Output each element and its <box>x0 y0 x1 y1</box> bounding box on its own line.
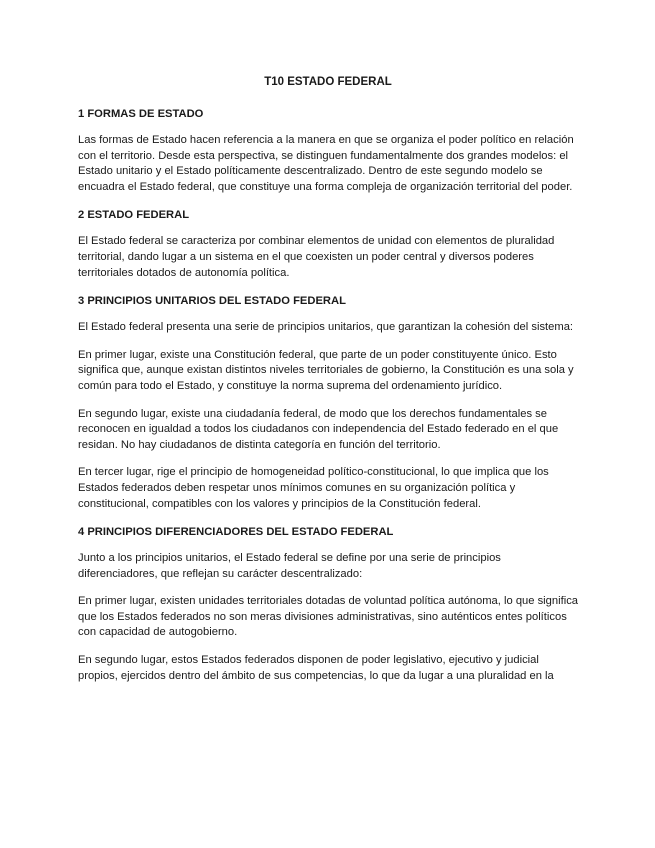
paragraph: Las formas de Estado hacen referencia a la manera en que se organiza el poder político en relación con el territorio. Desde esta perspectiva, se distinguen fundamentalmente dos grandes modelos: el Estado unitario y el Estado políticamente descentralizado. Dentro de este segundo modelo se encuadra el Estado federal, que constituye una forma compleja de organización territorial del poder. <box>78 134 574 193</box>
paragraph: En primer lugar, existe una Constitución federal, que parte de un poder constituyente único. Esto significa que, aunque existan distintos niveles territoriales de gobierno, la Constitución es una sola y común para todo el Estado, y constituye la norma suprema del ordenamiento jurídico. <box>78 348 574 392</box>
document-page <box>78 74 578 696</box>
document-title: T10 ESTADO FEDERAL <box>264 76 392 88</box>
paragraph: En primer lugar, existen unidades territoriales dotadas de voluntad política autónoma, lo que significa que los Estados federados no son meras divisiones administrativas, sino auténticos entes políticos con capacidad de autogobierno. <box>78 595 579 639</box>
paragraph: En segundo lugar, existe una ciudadanía federal, de modo que los derechos fundamentales se reconocen en igualdad a todos los ciudadanos con independencia del Estado federado en el que residan. No hay ciudadanos de distinta categoría en función del territorio. <box>78 407 559 451</box>
section-heading: 1 FORMAS DE ESTADO <box>78 108 204 120</box>
section-heading: 3 PRINCIPIOS UNITARIOS DEL ESTADO FEDERAL <box>78 295 346 308</box>
section-formas-de-estado <box>78 106 578 195</box>
section-estado-federal <box>78 207 578 281</box>
section-principios-diferenciadores <box>78 524 578 684</box>
section-heading: 2 ESTADO FEDERAL <box>78 209 190 222</box>
paragraph: El Estado federal presenta una serie de principios unitarios, que garantizan la cohesión del sistema: <box>78 321 574 334</box>
paragraph: Junto a los principios unitarios, el Estado federal se define por una serie de principios diferenciadores, que reflejan su carácter descentralizado: <box>78 552 501 580</box>
paragraph: En tercer lugar, rige el principio de homogeneidad político-constitucional, lo que implica que los Estados federados deben respetar unos mínimos comunes en su organización política y constitucional, compatibles con los valores y principios de la Constitución federal. <box>78 466 549 510</box>
paragraph: En segundo lugar, estos Estados federados disponen de poder legislativo, ejecutivo y judicial propios, ejercidos dentro del ámbito de sus competencias, lo que da lugar a una pluralidad en la <box>78 654 554 682</box>
section-heading: 4 PRINCIPIOS DIFERENCIADORES DEL ESTADO FEDERAL <box>78 526 394 539</box>
section-principios-unitarios <box>78 293 578 512</box>
paragraph: El Estado federal se caracteriza por combinar elementos de unidad con elementos de pluralidad territorial, dando lugar a un sistema en el que coexisten un poder central y diversos poderes territoriales dotados de autonomía política. <box>78 235 555 279</box>
